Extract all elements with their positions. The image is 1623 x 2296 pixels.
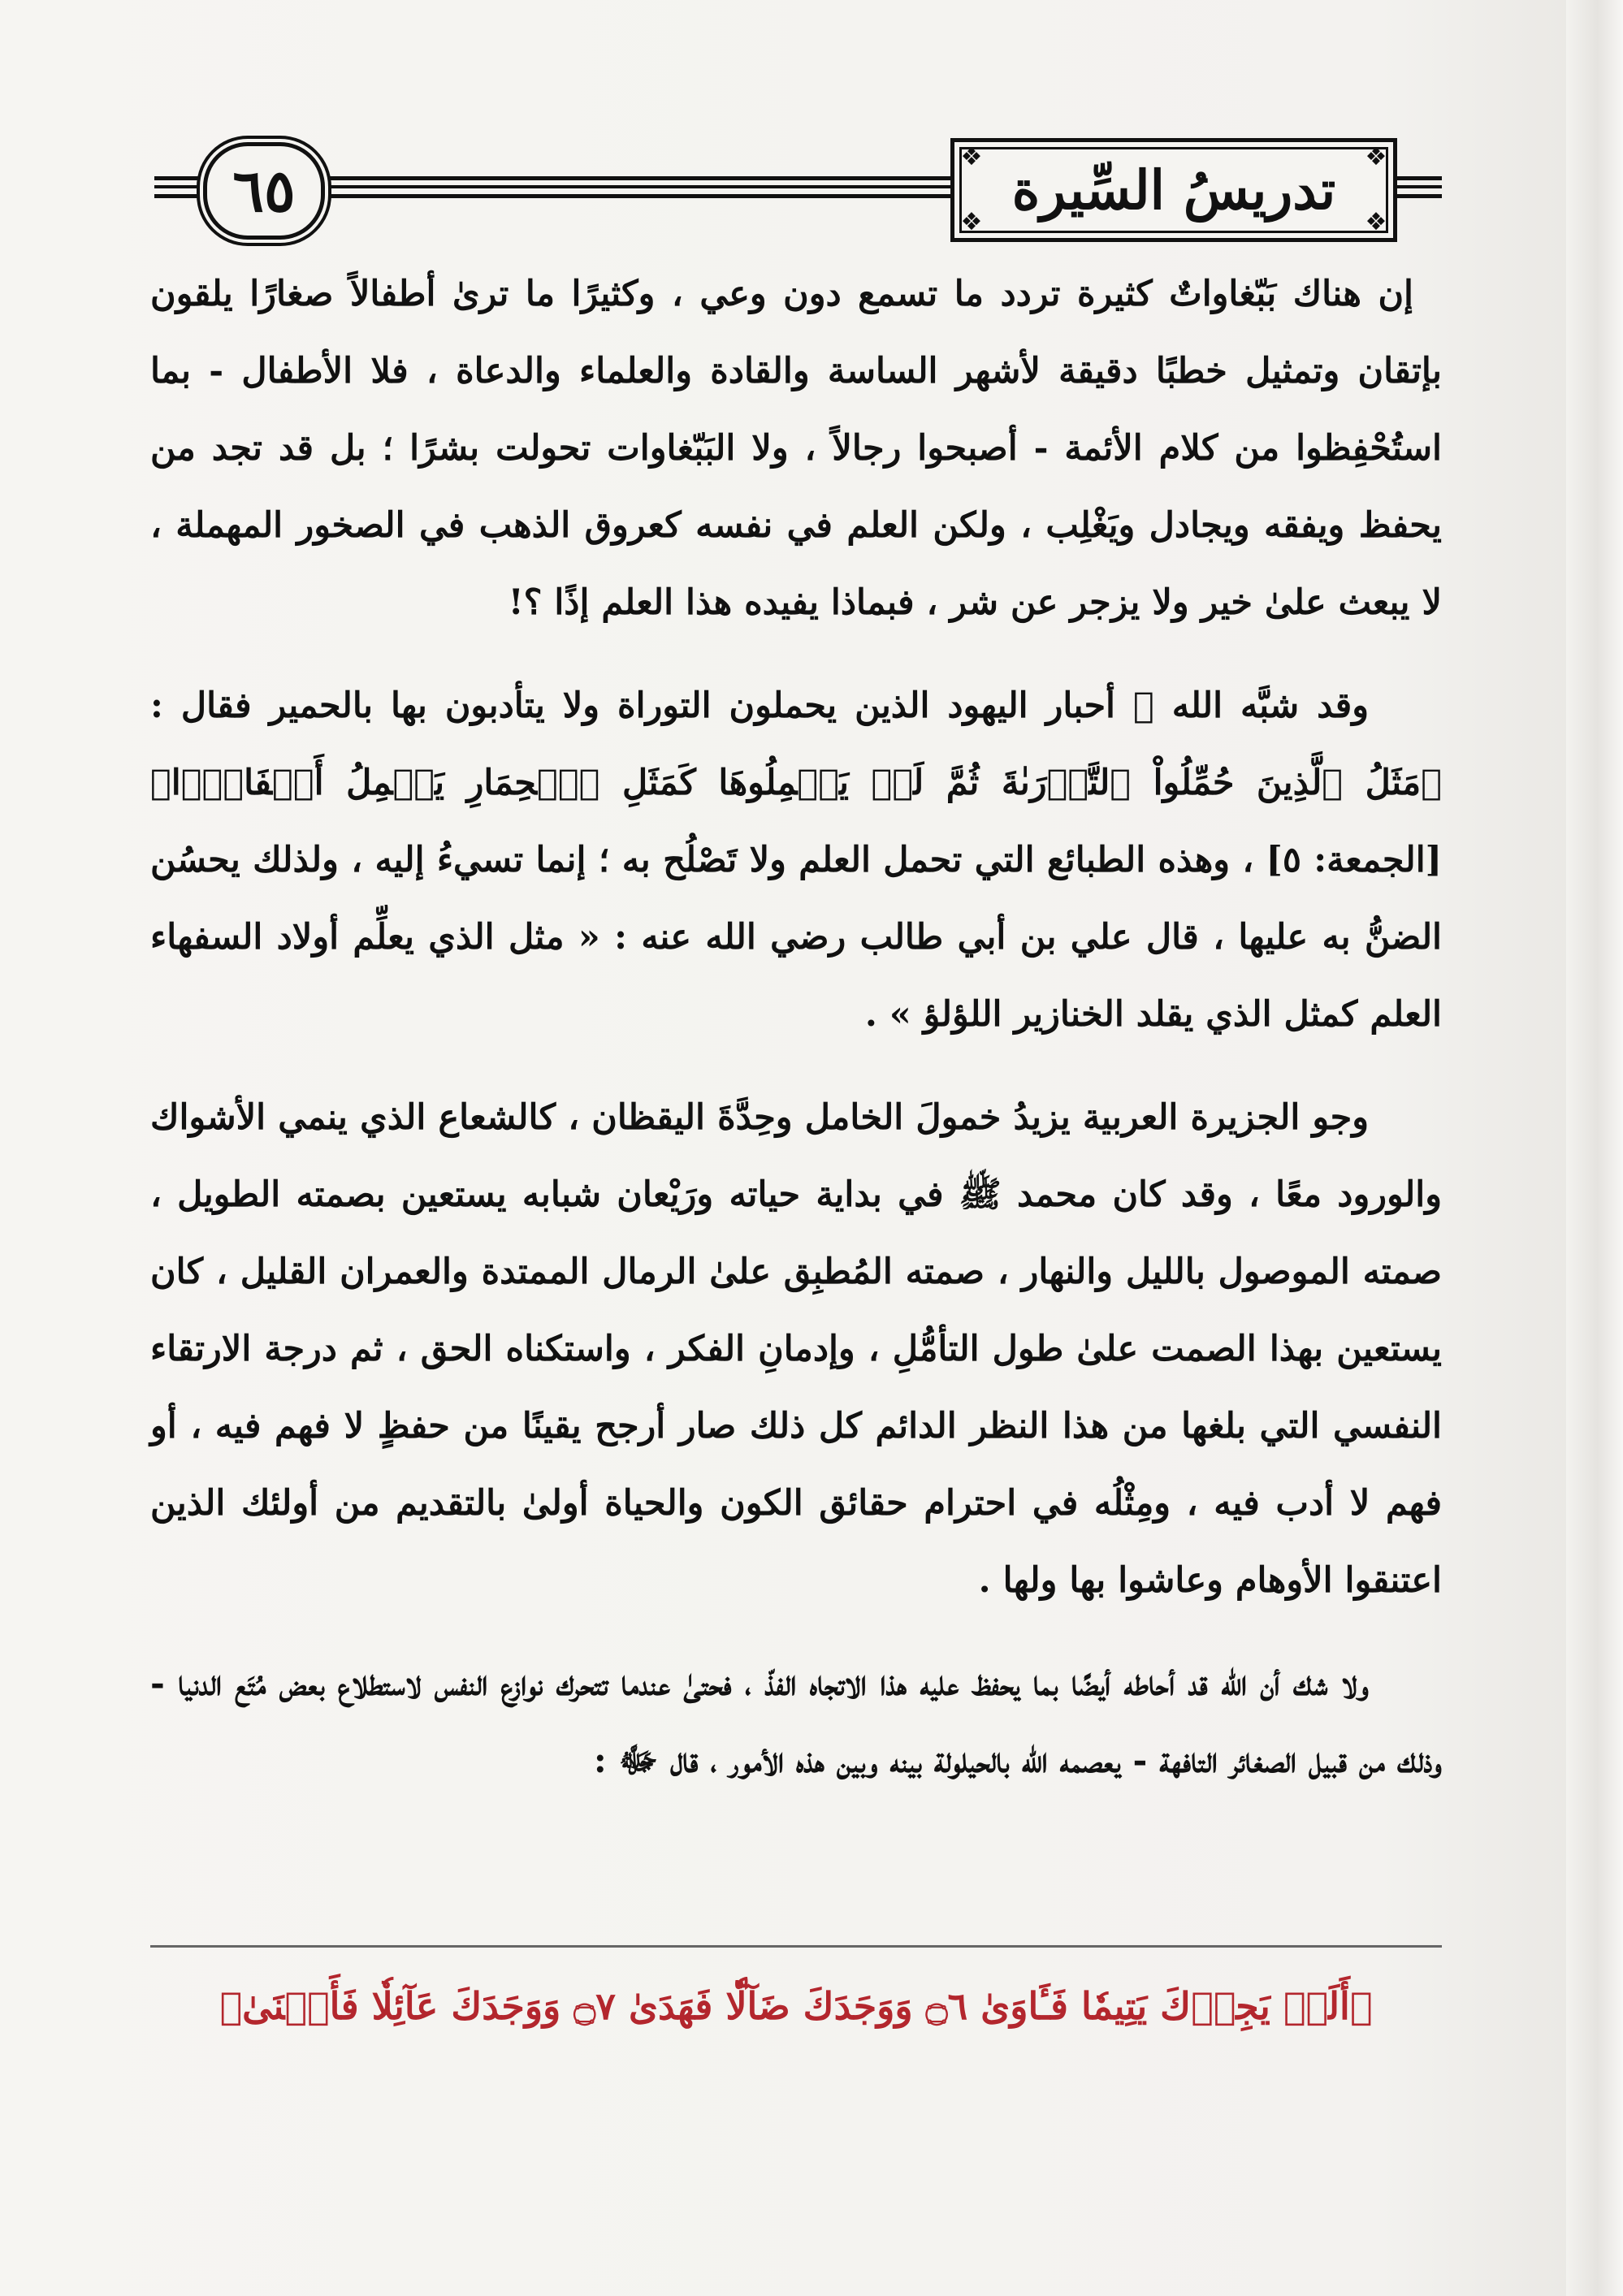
verse-divider [150,1945,1442,1948]
body-text [150,256,1442,1826]
paragraph: وقد شبَّه الله ﷻ أحبار اليهود الذين يحملون التوراة ولا يتأدبون بها بالحمير فقال : ﴿مَثَلُ ٱلَّذِينَ حُمِّلُواْ ٱلتَّوۡرَىٰةَ ثُمَّ لَمۡ يَحۡمِلُوهَا كَمَثَلِ ٱلۡحِمَارِ يَحۡمِلُ أَسۡفَارَۢا﴾ [الجمعة: ٥] ، وهذه الطبائع التي تحمل العلم ولا تَصْلُح به ؛ إنما تسيءُ إليه ، ولذلك يحسُن الضنُّ به عليها ، قال علي بن أبي طالب رضي الله عنه : « مثل الذي يعلِّم أولاد السفهاء العلم كمثل الذي يقلد الخنازير اللؤلؤ » . [150,685,1442,1035]
header-rule-middle [309,176,950,199]
ornament-icon: ❖ [960,143,983,171]
header-rule-right [1393,176,1442,199]
ornament-icon: ❖ [960,208,983,236]
page-header [154,134,1442,240]
ornament-icon: ❖ [1365,208,1387,236]
book-title: تدريسُ السِّيرة [1011,158,1336,222]
ornament-icon: ❖ [1365,143,1387,171]
page-edge [1566,0,1623,2296]
paragraph: إن هناك بَبّغاواتٌ كثيرة تردد ما تسمع دون وعي ، وكثيرًا ما ترىٰ أطفالاً صغارًا يلقون بإتقان وتمثيل خطبًا دقيقة لأشهر الساسة والقادة والعلماء والدعاة ، فلا الأطفال - بما استُحْفِظوا من كلام الأئمة - أصبحوا رجالاً ، ولا البَبّغاوات تحولت بشرًا ؛ بل قد تجد من يحفظ ويفقه ويجادل ويَغْلِب ، ولكن العلم في نفسه كعروق الذهب في الصخور المهملة ، لا يبعث علىٰ خير ولا يزجر عن شر ، فبماذا يفيده هذا العلم إذًا ؟! [150,274,1442,623]
page-number: ٦٥ [232,156,296,225]
quran-verse: ﴿أَلَمۡ يَجِدۡكَ يَتِيمٗا فَـَٔاوَىٰ ۝٦ وَوَجَدَكَ ضَآلّٗا فَهَدَىٰ ۝٧ وَوَجَدَكَ عَآئِلٗا فَأَغۡنَىٰ﴾ [219,1984,1373,2028]
paragraph: وجو الجزيرة العربية يزيدُ خمولَ الخامل وحِدَّةَ اليقظان ، كالشعاع الذي ينمي الأشواك والورود معًا ، وقد كان محمد ﷺ في بداية حياته ورَيْعان شبابه يستعين بصمته الطويل ، صمته الموصول بالليل والنهار ، صمته المُطبِق علىٰ الرمال الممتدة والعمران القليل ، كان يستعين بهذا الصمت علىٰ طول التأمُّلِ ، وإدمانِ الفكر ، واستكناه الحق ، ثم درجة الارتقاء النفسي التي بلغها من هذا النظر الدائم كل ذلك صار أرجح يقينًا من حفظٍ لا فهم فيه ، أو فهم لا أدب فيه ، ومِثْلُه في احترام حقائق الكون والحياة أولىٰ بالتقديم من أولئك الذين اعتنقوا الأوهام وعاشوا بها ولها . [150,1097,1442,1601]
book-title-frame [950,138,1397,242]
page-number-frame [203,142,325,240]
paragraph: ولا شك أن الله قد أحاطه أيضًا بما يحفظ عليه هذا الاتجاه الفذّ ، فحتىٰ عندما تتحرك نوازع النفس لاستطلاع بعض مُتَع الدنيا - وذلك من قبيل الصغائر التافهة - يعصمه الله بالحيلولة بينه وبين هذه الأمور ، قال ﷻ : [150,1663,1442,1781]
